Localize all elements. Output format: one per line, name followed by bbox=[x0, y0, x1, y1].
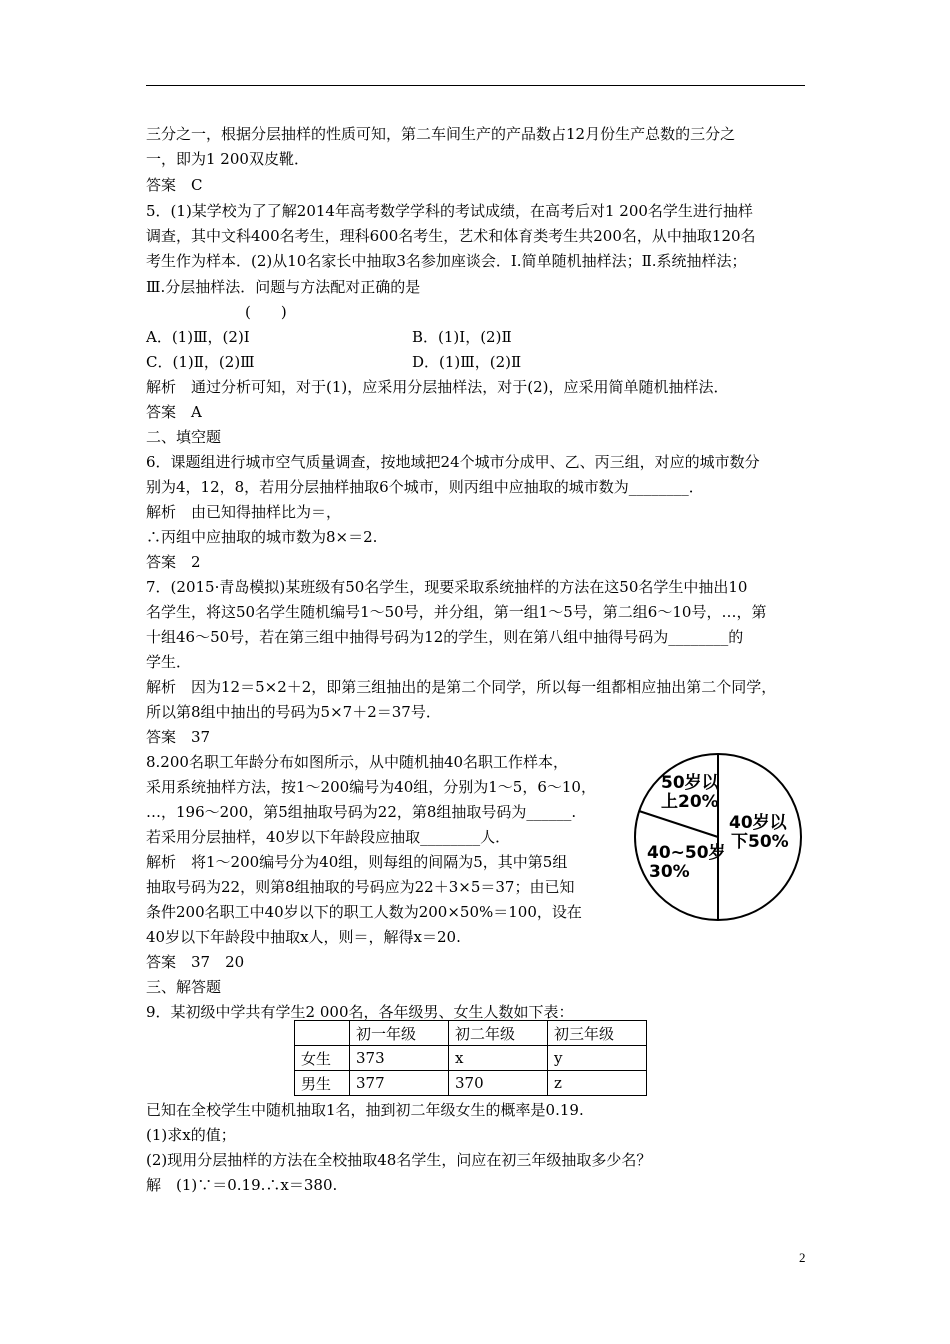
subquestion-1: (1)求x的值； bbox=[146, 1126, 236, 1144]
text-line: 三分之一，根据分层抽样的性质可知，第二车间生产的产品数占12月份生产总数的三分之 bbox=[146, 125, 736, 143]
option-a: A．(1)Ⅲ，(2)Ⅰ bbox=[146, 328, 250, 346]
table-row bbox=[295, 1071, 647, 1096]
text-line: 已知在全校学生中随机抽取1名，抽到初二年级女生的概率是0.19. bbox=[146, 1101, 584, 1119]
answer-line: 答案 37 bbox=[146, 728, 211, 746]
header-rule bbox=[146, 85, 805, 86]
answer-line: 答案 C bbox=[146, 176, 203, 194]
slice-label-over50-line1: 50岁以 bbox=[661, 773, 719, 793]
table-header-row bbox=[295, 1021, 647, 1046]
text-line: …，196～200，第5组抽取号码为22，第8组抽取号码为______. bbox=[146, 803, 577, 821]
table-cell: 373 bbox=[350, 1046, 449, 1071]
text-line: Ⅲ.分层抽样法．问题与方法配对正确的是 bbox=[146, 278, 421, 296]
slice-label-over50-line2: 上20% bbox=[661, 792, 719, 812]
answer-line: 答案 A bbox=[146, 403, 202, 421]
slice-label-40to50-line1: 40~50岁 bbox=[647, 843, 726, 863]
section-heading: 三、解答题 bbox=[146, 978, 222, 996]
text-line: 40岁以下年龄段中抽取x人，则＝，解得x＝20. bbox=[146, 928, 461, 946]
table-cell: x bbox=[449, 1046, 548, 1071]
question-6: 6．课题组进行城市空气质量调查，按地域把24个城市分成甲、乙、丙三组，对应的城市数分 bbox=[146, 453, 760, 471]
table-header-cell: 初一年级 bbox=[350, 1021, 449, 1046]
question-9: 9．某初级中学共有学生2 000名，各年级男、女生人数如下表： bbox=[146, 1003, 574, 1021]
table-cell bbox=[295, 1021, 350, 1046]
question-5: 5．(1)某学校为了了解2014年高考数学学科的考试成绩，在高考后对1 200名学生进行抽样 bbox=[146, 202, 753, 220]
option-c: C．(1)Ⅱ，(2)Ⅲ bbox=[146, 353, 255, 371]
table-cell: 女生 bbox=[295, 1046, 350, 1071]
table-row bbox=[295, 1046, 647, 1071]
text-line: ∴丙组中应抽取的城市数为8×＝2. bbox=[146, 528, 378, 546]
subquestion-2: (2)现用分层抽样的方法在全校抽取48名学生，问应在初三年级抽取多少名？ bbox=[146, 1151, 652, 1169]
text-line: 考生作为样本．(2)从10名家长中抽取3名参加座谈会．Ⅰ.简单随机抽样法；Ⅱ.系统抽样法； bbox=[146, 252, 747, 270]
analysis-line: 解析 由已知得抽样比为＝， bbox=[146, 503, 342, 521]
text-line: 抽取号码为22，则第8组抽取的号码应为22＋3×5＝37；由已知 bbox=[146, 878, 575, 896]
table-cell: 377 bbox=[350, 1071, 449, 1096]
question-7: 7．(2015·青岛模拟)某班级有50名学生，现要采取系统抽样的方法在这50名学生中抽出10 bbox=[146, 578, 748, 596]
text-line: 十组46～50号，若在第三组中抽得号码为12的学生，则在第八组中抽得号码为________的 bbox=[146, 628, 744, 646]
slice-label-40to50-line2: 30% bbox=[649, 862, 690, 882]
text-line: 学生． bbox=[146, 653, 192, 671]
option-b: B．(1)Ⅰ，(2)Ⅱ bbox=[412, 328, 512, 346]
page-number: 2 bbox=[799, 1250, 806, 1265]
text-line: 一，即为1 200双皮靴． bbox=[146, 150, 309, 168]
text-line: 所以第8组中抽出的号码为5×7＋2＝37号． bbox=[146, 703, 441, 721]
answer-line: 答案 2 bbox=[146, 553, 201, 571]
text-line: 若采用分层抽样，40岁以下年龄段应抽取________人． bbox=[146, 828, 511, 846]
option-d: D．(1)Ⅲ，(2)Ⅱ bbox=[412, 353, 522, 371]
table-header-cell: 初三年级 bbox=[548, 1021, 647, 1046]
text-line: 采用系统抽样方法，按1～200编号为40组，分别为1～5，6～10， bbox=[146, 778, 596, 796]
table-cell: 370 bbox=[449, 1071, 548, 1096]
slice-label-under40-line2: 下50% bbox=[731, 832, 789, 852]
answer-line: 答案 37 20 bbox=[146, 953, 245, 971]
slice-label-under40-line1: 40岁以 bbox=[729, 813, 787, 833]
section-heading: 二、填空题 bbox=[146, 428, 222, 446]
text-line: 名学生，将这50名学生随机编号1～50号，并分组，第一组1～5号，第二组6～10号，…，第 bbox=[146, 603, 767, 621]
grade-table bbox=[294, 1020, 647, 1096]
age-pie-chart bbox=[633, 752, 803, 922]
text-line: 调查，其中文科400名考生，理科600名考生，艺术和体育类考生共200名，从中抽取120名 bbox=[146, 227, 756, 245]
table-cell: 男生 bbox=[295, 1071, 350, 1096]
text-line: 别为4，12，8，若用分层抽样抽取6个城市，则丙组中应抽取的城市数为________． bbox=[146, 478, 704, 496]
answer-bracket: ( ) bbox=[245, 303, 287, 321]
analysis-line: 解析 因为12＝5×2＋2，即第三组抽出的是第二个同学，所以每一组都相应抽出第二个同学， bbox=[146, 678, 777, 696]
text-line: 条件200名职工中40岁以下的职工人数为200×50%＝100，设在 bbox=[146, 903, 582, 921]
analysis-line: 解析 通过分析可知，对于(1)，应采用分层抽样法，对于(2)，应采用简单随机抽样法． bbox=[146, 378, 729, 396]
table-cell: z bbox=[548, 1071, 647, 1096]
question-8: 8.200名职工年龄分布如图所示，从中随机抽40名职工作样本， bbox=[146, 753, 569, 771]
solution-line: 解 (1)∵＝0.19.∴x＝380. bbox=[146, 1176, 338, 1194]
table-cell: y bbox=[548, 1046, 647, 1071]
table-header-cell: 初二年级 bbox=[449, 1021, 548, 1046]
analysis-line: 解析 将1～200编号分为40组，则每组的间隔为5，其中第5组 bbox=[146, 853, 568, 871]
